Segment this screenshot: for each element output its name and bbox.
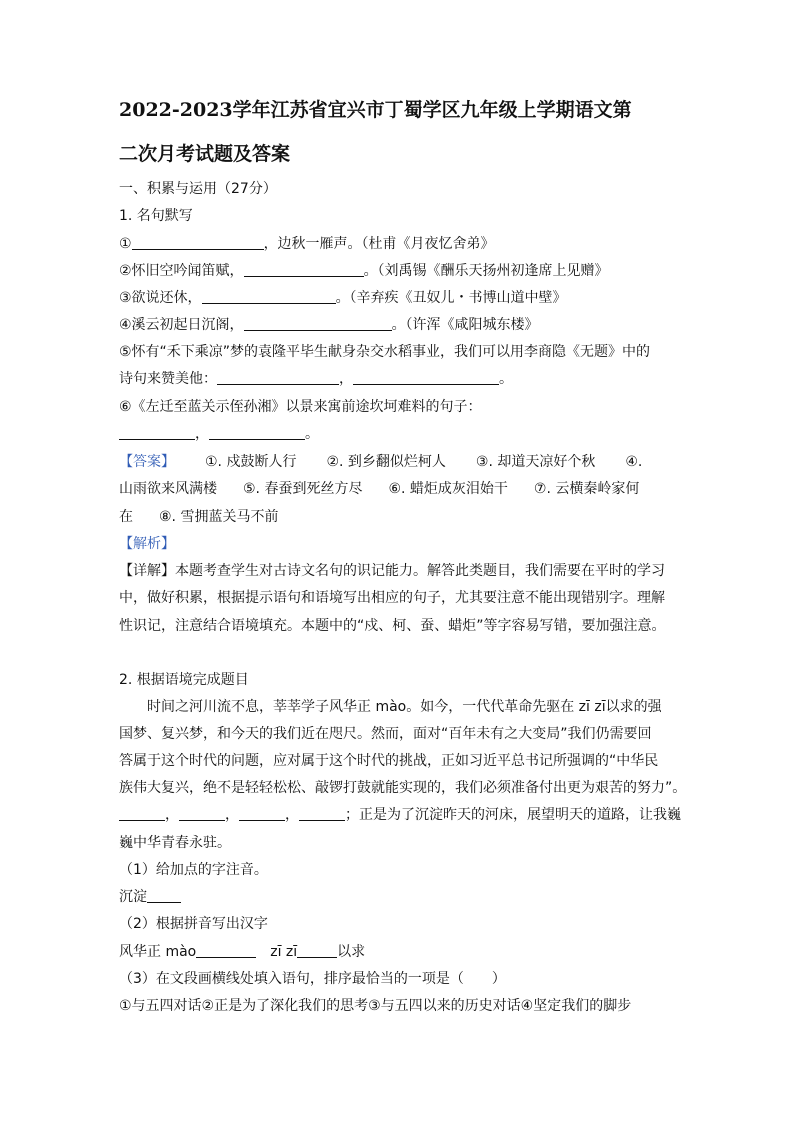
detail-line-1: 【详解】本题考查学生对古诗文名句的识记能力。解答此类题目，我们需要在平时的学习 [119, 563, 665, 579]
answer-blank[interactable] [202, 289, 336, 304]
q1-l4-text: ④溪云初起日沉阁， [119, 317, 244, 333]
sub1-word: 沉淀 [119, 889, 147, 905]
sub-question-1: （1）给加点的字注音。 [119, 862, 268, 878]
sub-question-1-item [119, 888, 181, 906]
answer-blank[interactable] [196, 943, 256, 958]
passage-line-1: 时间之河川流不息，莘莘学子风华正 mào。如今，一代代革命先驱在 zī zī以求的强 [147, 699, 662, 715]
answer-blank[interactable] [244, 262, 364, 277]
answer-7: ⑦. 云横秦岭家何 [533, 481, 640, 497]
answer-blank[interactable] [119, 425, 195, 440]
sep: ， [285, 807, 299, 823]
sub2-word-c: 以求 [337, 944, 366, 960]
q1-line-4 [119, 316, 539, 334]
answer-1: ①. 戍鼓断人行 [205, 454, 297, 470]
answer-8: ⑧. 雪拥蓝关马不前 [159, 509, 279, 525]
sep: ， [165, 807, 179, 823]
question-1-label: 1. 名句默写 [119, 208, 193, 224]
document-title-line1: 2022-2023学年江苏省宜兴市丁蜀学区九年级上学期语文第 [119, 99, 632, 121]
answer-tag: 【答案】 [119, 454, 175, 470]
analysis-tag: 【解析】 [119, 536, 175, 552]
q1-line-6 [119, 370, 513, 388]
passage-line-6: 巍中华青春永驻。 [119, 835, 231, 851]
passage-line-2: 国梦、复兴梦，和今天的我们近在咫尺。然而，面对“百年未有之大变局”我们仍需要回 [119, 726, 652, 742]
answer-blank[interactable] [119, 806, 165, 821]
q1-line-1 [119, 235, 495, 253]
sub-question-2: （2）根据拼音写出汉字 [119, 916, 268, 932]
answer-3: ③. 却道天凉好个秋 [475, 454, 596, 470]
answer-6: ⑥. 蜡炬成灰泪始干 [388, 481, 508, 497]
answer-blank[interactable] [239, 806, 285, 821]
answer-blank[interactable] [217, 370, 339, 385]
passage-line-5-text: ；正是为了沉淀昨天的河床，展望明天的道路，让我巍 [345, 807, 681, 823]
q1-line-2 [119, 262, 609, 280]
sub2-word-a: 风华正 mào [119, 944, 197, 960]
detail-line-2: 中，做好积累，根据提示语句和语境写出相应的句子，尤其要注意不能出现错别字。理解 [119, 590, 665, 606]
q1-line-8 [119, 425, 319, 443]
sub-question-3-options: ①与五四对话②正是为了深化我们的思考③与五四以来的历史对话④坚定我们的脚步 [119, 998, 632, 1014]
q1-l6-text: 诗句来赞美他： [119, 371, 217, 387]
sub-question-3: （3）在文段画横线处填入语句，排序最恰当的一项是（ ） [119, 971, 506, 987]
sub-question-2-items [119, 943, 365, 961]
answer-blank[interactable] [147, 888, 181, 903]
q1-l2-suffix: 。（刘禹锡《酬乐天扬州初逢席上见赠》 [363, 263, 609, 279]
sub2-word-b: zī zī [270, 944, 298, 960]
q1-l6-end: 。 [499, 371, 513, 387]
q1-l8-mid: ， [195, 426, 209, 442]
answer-2: ②. 到乡翻似烂柯人 [326, 454, 446, 470]
detail-line-3: 性识记，注意结合语境填充。本题中的“戍、柯、蚕、蜡炬”等字容易写错，要加强注意。 [119, 618, 666, 634]
answer-5: ⑤. 春蚕到死丝方尽 [243, 481, 363, 497]
q1-l3-text: ③欲说还休， [119, 290, 202, 306]
answer-blank[interactable] [353, 370, 499, 385]
answer-blank[interactable] [132, 235, 264, 250]
q1-l4-suffix: 。（许浑《咸阳城东楼》 [391, 317, 539, 333]
answer-4: 山雨欲来风满楼 [119, 481, 217, 497]
answer-blank[interactable] [299, 806, 345, 821]
question-2-label: 2. 根据语境完成题目 [119, 672, 249, 688]
q1-l6-mid: ， [339, 371, 353, 387]
q1-line-5: ⑤怀有“禾下乘凉”梦的袁隆平毕生献身杂交水稻事业，我们可以用李商隐《无题》中的 [119, 344, 651, 360]
passage-line-5 [119, 806, 681, 824]
passage-line-4: 族伟大复兴，绝不是轻轻松松、敲锣打鼓就能实现的，我们必须准备付出更为艰苦的努力”。 [119, 780, 687, 796]
answer-line-1 [119, 453, 642, 471]
q1-l3-suffix: 。（辛弃疾《丑奴儿・书博山道中壁》 [335, 290, 567, 306]
answer-blank[interactable] [244, 316, 392, 331]
answer-line-3 [119, 508, 278, 526]
sep: ， [225, 807, 239, 823]
q1-l1-prefix: ① [119, 236, 132, 252]
document-title-line2: 二次月考试题及答案 [119, 143, 291, 165]
q1-l1-text: ，边秋一雁声。（杜甫《月夜忆舍弟》 [263, 236, 495, 252]
answer-blank[interactable] [209, 425, 305, 440]
answer-7-end: 在 [119, 509, 133, 525]
q1-line-3 [119, 289, 567, 307]
answer-blank[interactable] [297, 943, 337, 958]
q1-l8-end: 。 [305, 426, 319, 442]
answer-blank[interactable] [179, 806, 225, 821]
passage-line-3: 答属于这个时代的问题，应对属于这个时代的挑战，正如习近平总书记所强调的“中华民 [119, 753, 659, 769]
section-heading: 一、积累与运用（27分） [119, 181, 277, 197]
answer-line-2 [119, 480, 639, 498]
answer-4-number: ④. [625, 454, 643, 470]
q1-line-7: ⑥《左迁至蓝关示侄孙湘》以景来寓前途坎坷难料的句子： [119, 399, 482, 415]
q1-l2-text: ②怀旧空吟闻笛赋， [119, 263, 244, 279]
